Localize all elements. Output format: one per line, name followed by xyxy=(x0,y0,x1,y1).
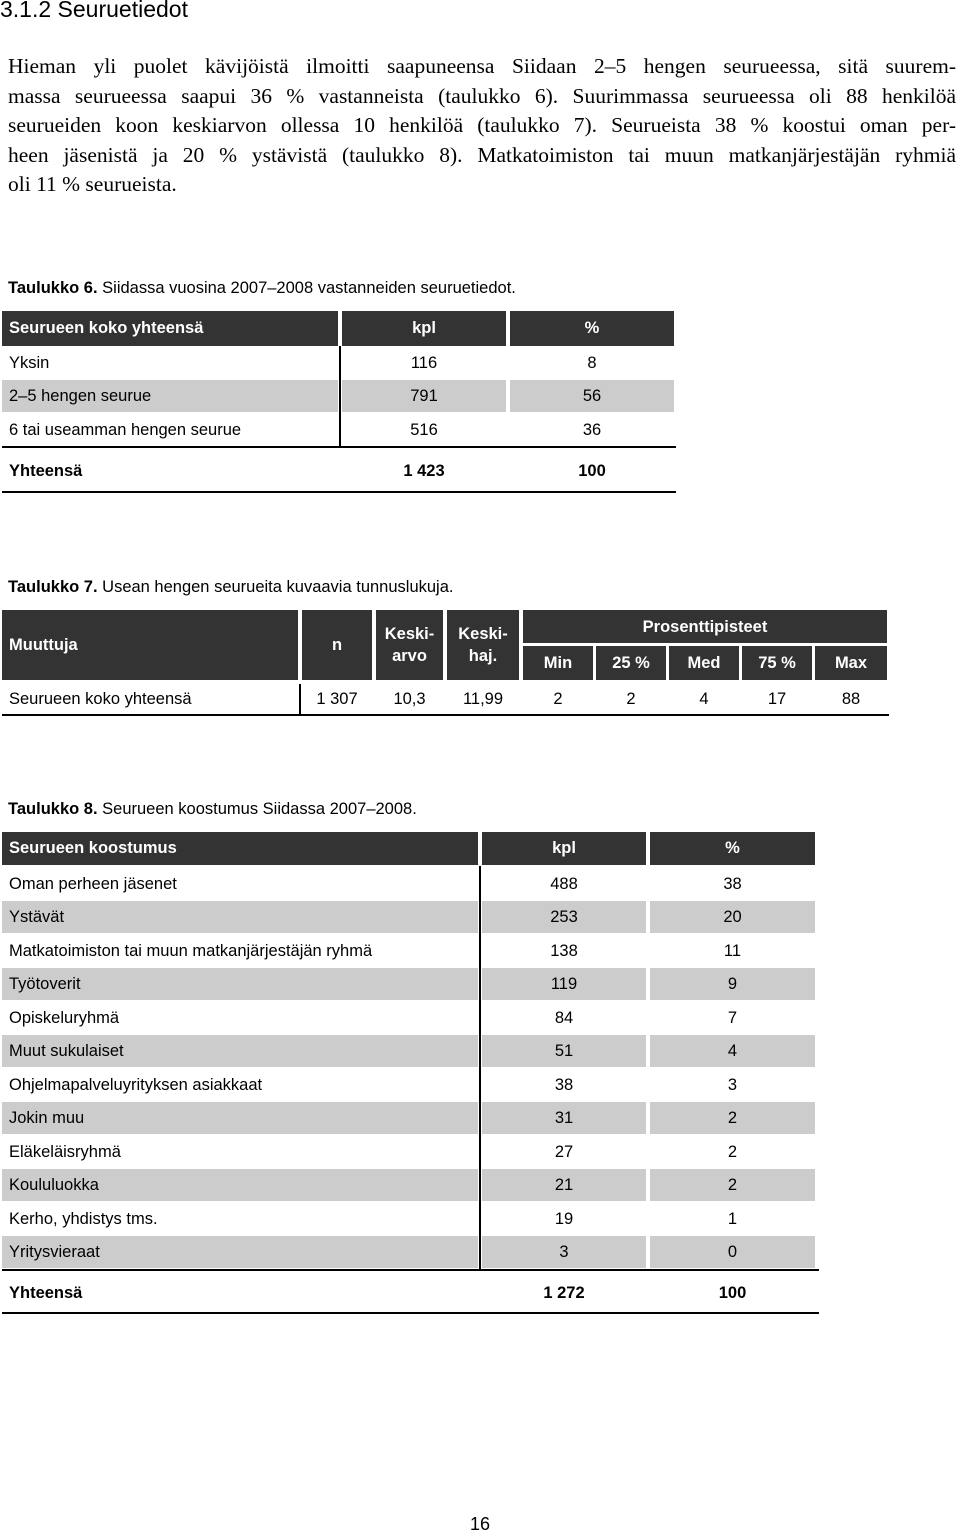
row-percent: 36 xyxy=(582,421,602,439)
row-p75: 17 xyxy=(767,690,787,708)
table7-header-keskihaj-2: haj. xyxy=(468,647,498,665)
table7-header-muuttuja: Muuttuja xyxy=(9,636,78,654)
row-kpl: 19 xyxy=(554,1210,574,1228)
row-label: Opiskeluryhmä xyxy=(9,1009,120,1027)
table8-header-percent: % xyxy=(725,839,740,857)
total-label: Yhteensä xyxy=(9,462,83,480)
table7-header-n: n xyxy=(331,636,343,654)
row-label: Ohjelmapalveluyrityksen asiakkaat xyxy=(9,1076,263,1094)
row-kpl: 84 xyxy=(554,1009,574,1027)
row-label: Yritysvieraat xyxy=(9,1243,100,1261)
row-label: Oman perheen jäsenet xyxy=(9,875,177,893)
paragraph-line: heen jäsenistä ja 20 % ystävistä (taulukko 8). Matkatoimiston tai muun matkanjärjestäjän ryhmiä xyxy=(8,142,956,167)
row-percent: 38 xyxy=(723,875,742,893)
row-kpl: 38 xyxy=(554,1076,574,1094)
row-label: 2–5 hengen seurue xyxy=(9,387,152,405)
row-percent: 7 xyxy=(727,1009,738,1027)
row-percent: 0 xyxy=(727,1243,738,1261)
row-label: Muut sukulaiset xyxy=(9,1042,124,1060)
row-percent: 4 xyxy=(727,1042,738,1060)
table8-caption xyxy=(8,800,417,819)
row-min: 2 xyxy=(553,690,563,708)
table7-header-min: Min xyxy=(543,654,573,672)
row-percent: 56 xyxy=(582,387,602,405)
table6-caption-text: Siidassa vuosina 2007–2008 vastanneiden seuruetiedot. xyxy=(97,279,516,297)
row-label: Matkatoimiston tai muun matkanjärjestäjän ryhmä xyxy=(9,942,373,960)
table6-caption xyxy=(8,279,516,298)
row-kpl: 27 xyxy=(554,1143,574,1161)
table6-caption-label: Taulukko 6. xyxy=(8,279,98,297)
table8-caption-label: Taulukko 8. xyxy=(8,800,98,818)
table7-header-med: Med xyxy=(687,654,721,672)
total-percent: 100 xyxy=(578,462,606,480)
row-kpl: 21 xyxy=(554,1176,574,1194)
row-label: Jokin muu xyxy=(9,1109,85,1127)
table7-caption-label: Taulukko 7. xyxy=(8,578,98,596)
body-paragraph xyxy=(8,52,960,200)
table6-header-kpl: kpl xyxy=(412,319,436,337)
row-keskihaj: 11,99 xyxy=(462,690,504,708)
row-percent: 2 xyxy=(727,1109,738,1127)
table7-header-p75: 75 % xyxy=(758,654,796,672)
table7-header-max: Max xyxy=(834,654,868,672)
page-number: 16 xyxy=(469,1514,491,1534)
paragraph-line: Hieman yli puolet kävijöistä ilmoitti saapuneensa Siidaan 2–5 hengen seurueessa, sitä suurem- xyxy=(8,54,956,78)
row-kpl: 253 xyxy=(550,908,578,926)
total-kpl: 1 423 xyxy=(403,462,445,480)
row-kpl: 31 xyxy=(554,1109,574,1127)
row-n: 1 307 xyxy=(316,690,358,708)
row-label: Eläkeläisryhmä xyxy=(9,1143,121,1161)
row-kpl: 488 xyxy=(550,875,578,893)
row-label: Seurueen koko yhteensä xyxy=(9,690,192,708)
table7-header-prosenttipisteet: Prosenttipisteet xyxy=(642,618,768,636)
table7-caption-text: Usean hengen seurueita kuvaavia tunnuslukuja. xyxy=(97,578,454,596)
table6-header-percent: % xyxy=(584,319,600,337)
row-label: Työtoverit xyxy=(9,975,81,993)
paragraph-line: seurueiden koon keskiarvon ollessa 10 henkilöä (taulukko 7). Seurueista 38 % koostui oman per- xyxy=(8,113,956,137)
row-keskiarvo: 10,3 xyxy=(393,690,426,708)
row-percent: 2 xyxy=(727,1143,738,1161)
total-percent: 100 xyxy=(718,1284,747,1302)
table7-header-keskiarvo-1: Keski- xyxy=(384,625,435,643)
paragraph-line: oli 11 % seurueista. xyxy=(8,172,177,196)
row-kpl: 791 xyxy=(410,387,438,405)
row-label: Koululuokka xyxy=(9,1176,99,1194)
row-kpl: 516 xyxy=(410,421,438,439)
table7-header-p25: 25 % xyxy=(612,654,650,672)
table6-header-label: Seurueen koko yhteensä xyxy=(9,319,204,337)
row-percent: 20 xyxy=(723,908,742,926)
row-med: 4 xyxy=(699,690,709,708)
row-percent: 1 xyxy=(727,1210,738,1228)
table8-caption-text: Seurueen koostumus Siidassa 2007–2008. xyxy=(97,800,417,818)
row-percent: 2 xyxy=(727,1176,738,1194)
row-label: 6 tai useamman hengen seurue xyxy=(9,421,242,439)
row-kpl: 116 xyxy=(410,354,438,372)
row-percent: 9 xyxy=(727,975,738,993)
row-label: Yksin xyxy=(9,354,50,372)
paragraph-line: massa seurueessa saapui 36 % vastanneista (taulukko 6). Suurimmassa seurueessa oli 88 henkilöä xyxy=(8,83,956,108)
table7-header-keskihaj-1: Keski- xyxy=(458,625,508,643)
row-max: 88 xyxy=(841,690,861,708)
row-percent: 3 xyxy=(727,1076,738,1094)
row-kpl: 51 xyxy=(554,1042,574,1060)
row-p25: 2 xyxy=(626,690,636,708)
table8-header-label: Seurueen koostumus xyxy=(9,839,177,857)
row-kpl: 138 xyxy=(550,942,578,960)
total-kpl: 1 272 xyxy=(543,1284,585,1302)
row-label: Kerho, yhdistys tms. xyxy=(9,1210,158,1228)
total-label: Yhteensä xyxy=(9,1284,83,1302)
table7-header-keskiarvo-2: arvo xyxy=(392,647,427,665)
table7-caption xyxy=(8,578,453,597)
row-label: Ystävät xyxy=(9,908,65,926)
row-percent: 8 xyxy=(587,354,597,372)
table8-header-kpl: kpl xyxy=(552,839,576,857)
row-kpl: 119 xyxy=(550,975,578,993)
row-kpl: 3 xyxy=(559,1243,569,1261)
section-heading: 3.1.2 Seuruetiedot xyxy=(0,0,188,22)
row-percent: 11 xyxy=(723,942,742,960)
